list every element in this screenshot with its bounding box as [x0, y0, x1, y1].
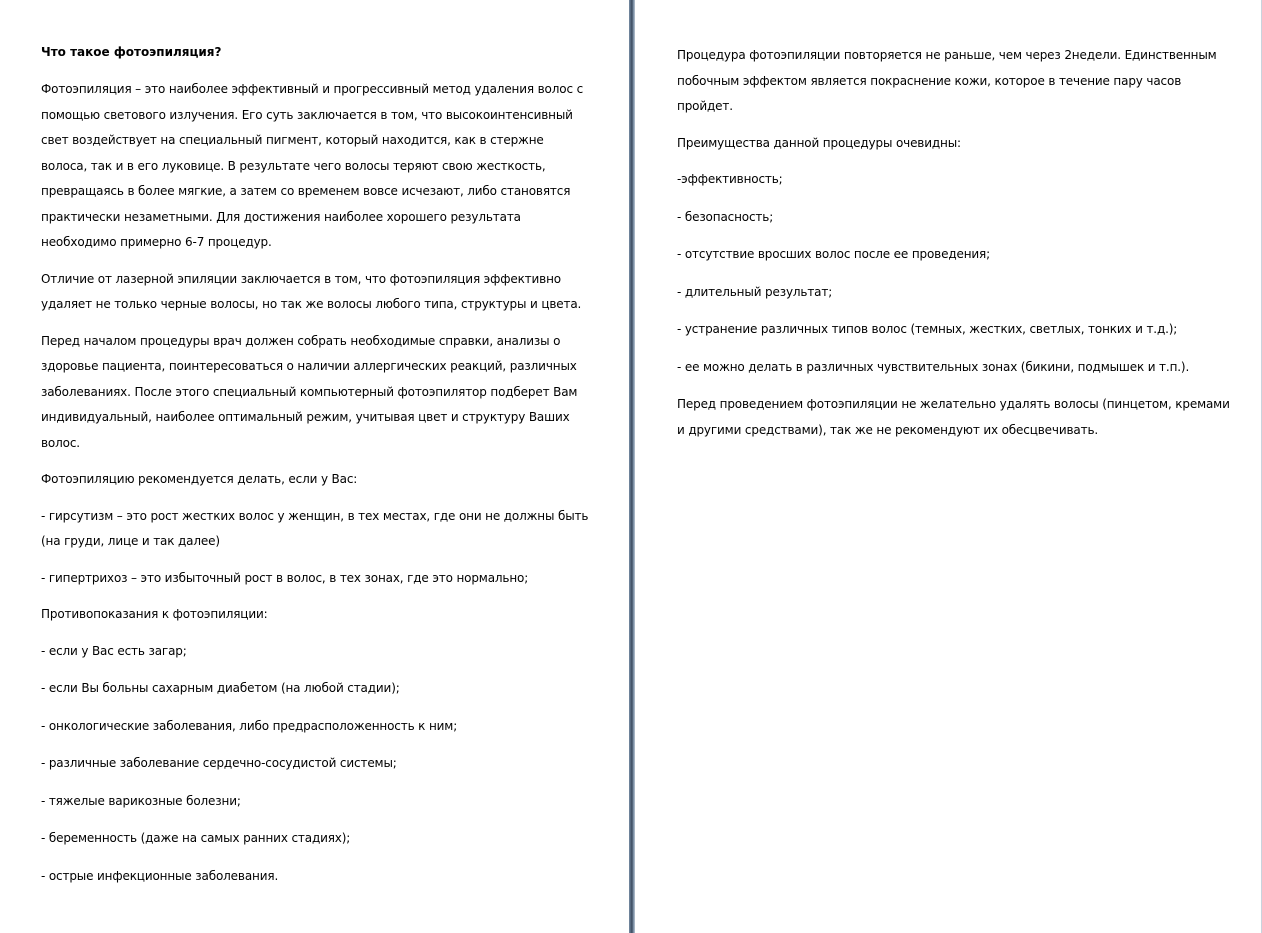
contraindication-item: - беременность (даже на самых ранних стадиях);: [41, 831, 351, 845]
paragraph-closing-advice: Перед проведением фотоэпиляции не желательно удалять волосы (пинцетом, кремами и другими средствами), так же не рекомендуют их обесцвечивать.: [677, 397, 1230, 437]
advantage-item: - устранение различных типов волос (темных, жестких, светлых, тонких и т.д.);: [677, 322, 1178, 336]
advantage-item: - отсутствие вросших волос после ее проведения;: [677, 247, 991, 261]
contraindication-item: - различные заболевание сердечно-сосудистой системы;: [41, 756, 397, 770]
paragraph-indications-intro: Фотоэпиляцию рекомендуется делать, если у Вас:: [41, 472, 358, 486]
advantage-item: - безопасность;: [677, 209, 774, 224]
advantage-item: - ее можно делать в различных чувствительных зонах (бикини, подмышек и т.п.).: [677, 359, 1190, 374]
indication-hypertrichosis: - гипертрихоз – это избыточный рост в волос, в тех зонах, где это нормально;: [41, 570, 529, 585]
paragraph-laser-difference: Отличие от лазерной эпиляции заключается в том, что фотоэпиляция эффективно удаляет не только черные волосы, но так же волосы любого типа, структуры и цвета.: [41, 271, 582, 311]
advantage-item: - длительный результат;: [677, 284, 833, 299]
contraindication-item: - острые инфекционные заболевания.: [41, 868, 279, 883]
contraindications-heading: Противопоказания к фотоэпиляции:: [41, 607, 268, 621]
advantage-item: -эффективность;: [677, 172, 783, 186]
document-page-left: [0, 0, 629, 933]
contraindication-item: - если Вы больны сахарным диабетом (на любой стадии);: [41, 681, 400, 695]
contraindication-item: - если у Вас есть загар;: [41, 643, 187, 658]
paragraph-repetition: Процедура фотоэпиляции повторяется не раньше, чем через 2недели. Единственным побочным эффектом является покраснение кожи, которое в течение пару часов пройдет.: [677, 48, 1217, 113]
paragraph-before-procedure: Перед началом процедуры врач должен собрать необходимые справки, анализы о здоровье пациента, поинтересоваться о наличии аллергических реакций, различных заболеваниях. После этого специальный компьютерный фотоэпилятор подберет Вам индивидуальный, наиболее оптимальный режим, учитывая цвет и структуру Ваших волос.: [41, 333, 578, 450]
paragraph-definition: Фотоэпиляция – это наиболее эффективный и прогрессивный метод удаления волос с помощью светового излучения. Его суть заключается в том, что высокоинтенсивный свет воздействует на специальный пигмент, который находится, как в стержне волоса, так и в его луковице. В результате чего волосы теряют свою жесткость, превращаясь в более мягкие, а затем со временем вовсе исчезают, либо становятся практически незаметными. Для достижения наиболее хорошего результата необходимо примерно 6-7 процедур.: [41, 82, 584, 249]
contraindication-item: - онкологические заболевания, либо предрасположенность к ним;: [41, 718, 458, 733]
indication-hirsutism: - гирсутизм – это рост жестких волос у женщин, в тех местах, где они не должны быть (на груди, лице и так далее): [41, 508, 589, 548]
advantages-heading: Преимущества данной процедуры очевидны:: [677, 135, 961, 150]
document-heading: Что такое фотоэпиляция?: [41, 45, 222, 59]
document-page-right: [635, 0, 1262, 933]
contraindication-item: - тяжелые варикозные болезни;: [41, 793, 241, 808]
